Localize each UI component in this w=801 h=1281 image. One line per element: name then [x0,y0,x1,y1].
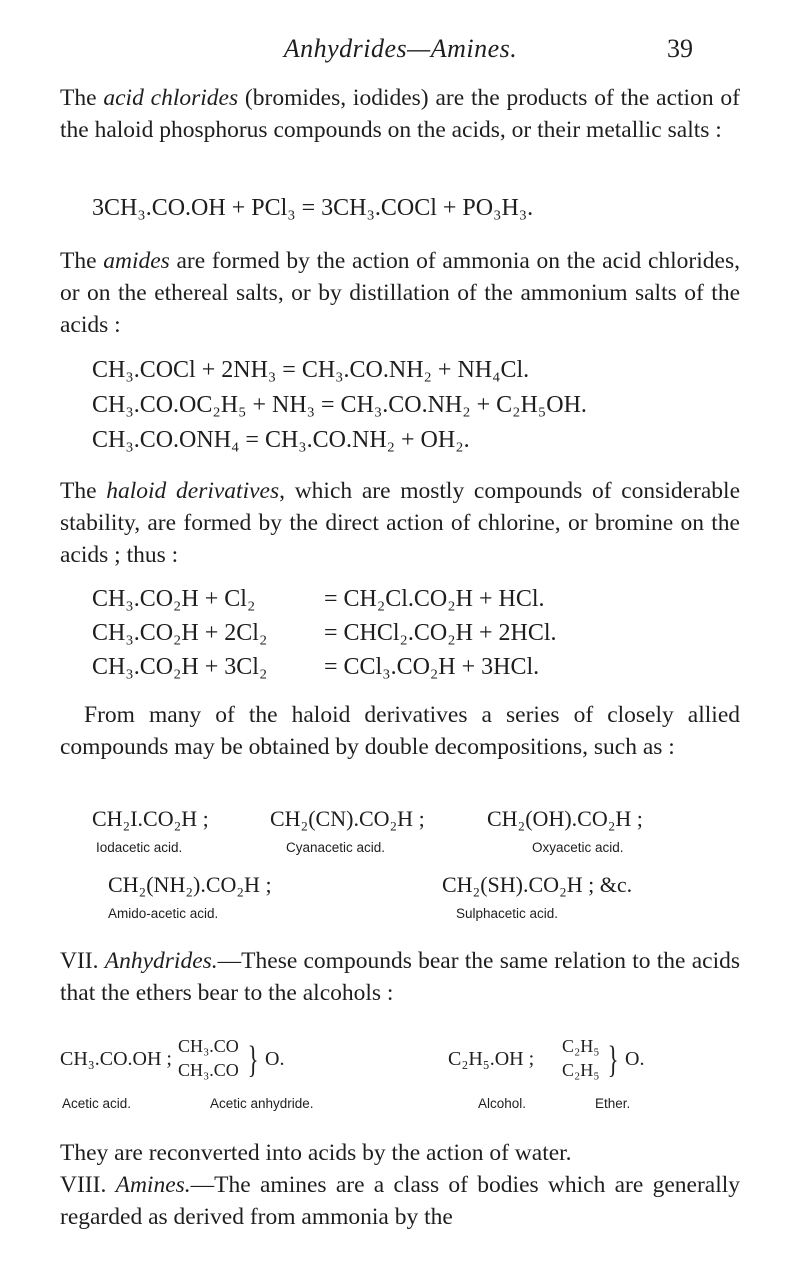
caption-ether: Ether. [595,1096,631,1111]
formula-sulphacetic: CH₂(SH).CO₂H ; &c. [442,872,633,897]
section-number: VIII. [60,1172,116,1198]
formula-cyanacetic: CH₂(CN).CO₂H ; [270,806,425,831]
section-title: Amines. [115,1172,191,1198]
formula-anhydride-top: CH₃.CO [178,1036,239,1056]
brace-icon: } [607,1039,619,1081]
formula-ether-top: C₂H₅ [562,1036,600,1056]
paragraph-double-decomposition: From many of the haloid derivatives a series of closely allied compounds may be obtained by double decompositions, such as : [60,702,740,760]
section-anhydrides: VII. Anhydrides.—These compounds bear the same relation to the acids that the ethers bear to the alcohols : [60,948,740,1006]
formula-acetic-acid: CH₃.CO.OH ; [60,1048,172,1070]
formula-alcohol: C₂H₅.OH ; [448,1048,535,1070]
paragraph-reconverted: They are reconverted into acids by the action of water. [60,1140,572,1166]
formula-amido-acetic: CH₂(NH₂).CO₂H ; [108,872,272,897]
page-number: 39 [667,34,693,63]
oxygen-ether: O. [625,1048,645,1070]
equation-amide-1: CH₃.COCl + 2NH₃ = CH₃.CO.NH₂ + NH₄Cl. [92,357,530,383]
caption-oxyacetic: Oxyacetic acid. [532,840,624,855]
formula-oxyacetic: CH₂(OH).CO₂H ; [487,806,643,831]
term-amides: amides [103,248,170,274]
caption-amido-acetic: Amido-acetic acid. [108,906,219,921]
formula-anhydride-bottom: CH₃.CO [178,1060,239,1080]
paragraph-haloid-derivatives: The haloid derivatives, which are mostly compounds of considerable stability, are formed by the direct action of chlorine, or bromine on the acids ; thus : [60,478,740,568]
page-header [0,34,801,74]
paragraph-acid-chlorides: The acid chlorides (bromides, iodides) are the products of the action of the haloid phosphorus compounds on the acids, or their metallic salts : [60,85,740,143]
formula-iodacetic: CH₂I.CO₂H ; [92,806,209,831]
section-title: Anhydrides. [104,948,218,974]
oxygen-anhydride: O. [265,1048,285,1070]
equation-haloid-2: CH₃.CO₂H + 2Cl₂ = CHCl₂.CO₂H + 2HCl. [92,620,557,646]
section-number: VII. [60,948,105,974]
running-title: Anhydrides—Amines. [283,34,518,63]
equation-amide-3: CH₃.CO.ONH₄ = CH₃.CO.NH₂ + OH₂. [92,427,470,453]
section-amines: VIII. Amines.—The amines are a class of bodies which are generally regarded as derived from ammonia by the [60,1172,741,1230]
caption-iodacetic: Iodacetic acid. [96,840,183,855]
equation-haloid-1: CH₃.CO₂H + Cl₂ = CH₂Cl.CO₂H + HCl. [92,586,545,612]
caption-sulphacetic: Sulphacetic acid. [456,906,559,921]
caption-alcohol: Alcohol. [478,1096,527,1111]
equation-amide-2: CH₃.CO.OC₂H₅ + NH₃ = CH₃.CO.NH₂ + C₂H₅OH. [92,392,587,418]
caption-acetic-anhydride: Acetic anhydride. [210,1096,314,1111]
equation-haloid-3: CH₃.CO₂H + 3Cl₂ = CCl₃.CO₂H + 3HCl. [92,654,540,680]
equation-acid-chloride: 3CH₃.CO.OH + PCl₃ = 3CH₃.COCl + PO₃H₃. [92,195,534,221]
term-acid-chlorides: acid chlorides [103,85,239,111]
term-haloid-derivatives: haloid derivatives [106,478,280,504]
caption-cyanacetic: Cyanacetic acid. [286,840,386,855]
formula-ether-bottom: C₂H₅ [562,1060,600,1080]
brace-icon: } [247,1039,259,1081]
caption-acetic-acid: Acetic acid. [62,1096,132,1111]
paragraph-amides: The amides are formed by the action of ammonia on the acid chlorides, or on the ethereal salts, or by distillation of the ammonium salts of the acids : [60,248,740,338]
